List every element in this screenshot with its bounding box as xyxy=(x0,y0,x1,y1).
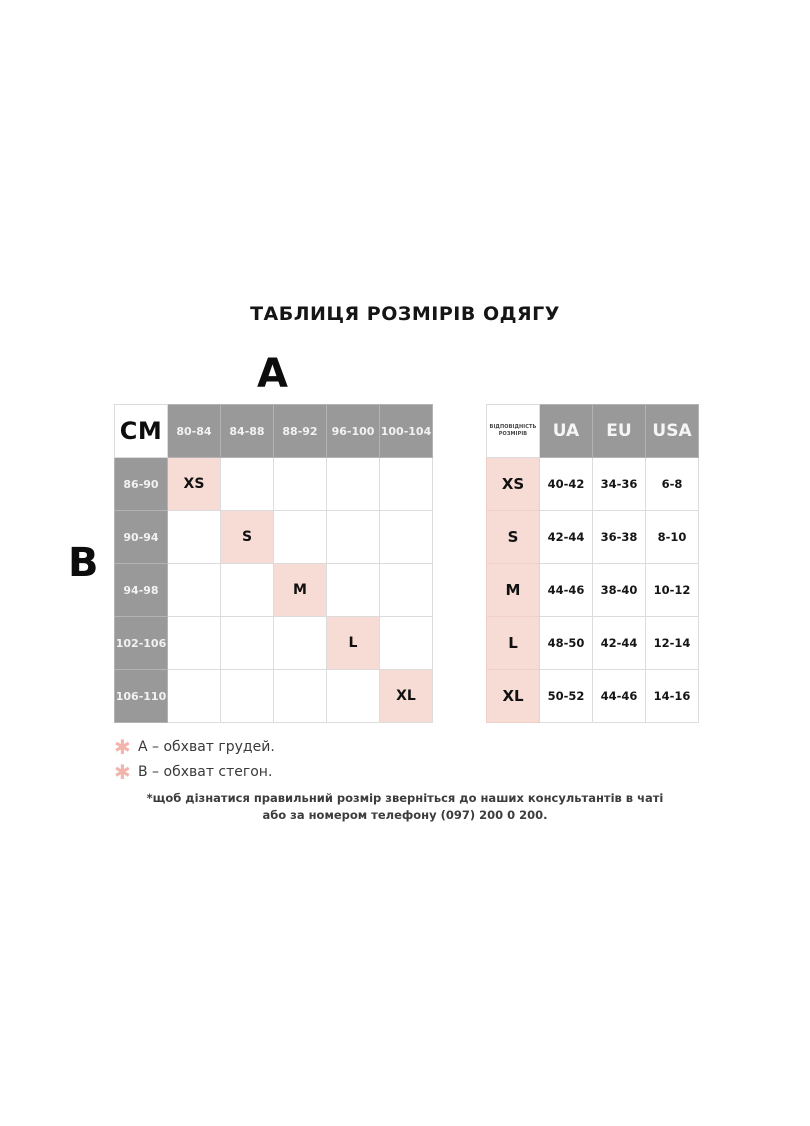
ua-value: 40-42 xyxy=(540,458,593,511)
eu-value: 44-46 xyxy=(593,670,646,723)
table-row xyxy=(115,670,433,723)
size-label: L xyxy=(487,617,540,670)
column-header: 96-100 xyxy=(327,405,380,458)
row-header: 86-90 xyxy=(115,458,168,511)
usa-value: 14-16 xyxy=(646,670,699,723)
legend-item-b xyxy=(114,759,275,784)
empty-cell xyxy=(168,511,221,564)
column-header-usa: USA xyxy=(646,405,699,458)
size-grid-header-row xyxy=(115,405,433,458)
table-row xyxy=(115,564,433,617)
empty-cell xyxy=(274,458,327,511)
column-header: 84-88 xyxy=(221,405,274,458)
empty-cell xyxy=(380,458,433,511)
legend-item-a xyxy=(114,734,275,759)
usa-value: 10-12 xyxy=(646,564,699,617)
table-row xyxy=(115,617,433,670)
unit-label: CM xyxy=(115,405,168,458)
eu-value: 34-36 xyxy=(593,458,646,511)
size-label: S xyxy=(487,511,540,564)
correspondence-label-line2: РОЗМІРІВ xyxy=(498,431,528,437)
empty-cell xyxy=(168,670,221,723)
ua-value: 48-50 xyxy=(540,617,593,670)
empty-cell xyxy=(327,670,380,723)
table-row xyxy=(115,458,433,511)
empty-cell xyxy=(168,617,221,670)
empty-cell xyxy=(274,617,327,670)
column-header-ua: UA xyxy=(540,405,593,458)
empty-cell xyxy=(380,617,433,670)
size-cell: L xyxy=(327,617,380,670)
empty-cell xyxy=(274,511,327,564)
footnote xyxy=(0,790,810,824)
empty-cell xyxy=(327,511,380,564)
column-header: 88-92 xyxy=(274,405,327,458)
empty-cell xyxy=(380,564,433,617)
usa-value: 8-10 xyxy=(646,511,699,564)
usa-value: 6-8 xyxy=(646,458,699,511)
table-row xyxy=(487,458,699,511)
legend-text: A – обхват грудей. xyxy=(138,738,275,755)
size-label: XL xyxy=(487,670,540,723)
size-cell: XS xyxy=(168,458,221,511)
usa-value: 12-14 xyxy=(646,617,699,670)
row-header: 102-106 xyxy=(115,617,168,670)
table-row xyxy=(487,511,699,564)
ua-value: 42-44 xyxy=(540,511,593,564)
correspondence-label xyxy=(487,405,540,458)
correspondence-label-line1: ВІДПОВІДНІСТЬ xyxy=(489,423,537,430)
empty-cell xyxy=(221,458,274,511)
eu-value: 42-44 xyxy=(593,617,646,670)
empty-cell xyxy=(221,617,274,670)
column-header: 100-104 xyxy=(380,405,433,458)
empty-cell xyxy=(380,511,433,564)
footnote-line2: або за номером телефону (097) 200 0 200. xyxy=(262,808,548,822)
ua-value: 50-52 xyxy=(540,670,593,723)
empty-cell xyxy=(168,564,221,617)
table-row xyxy=(115,511,433,564)
table-row xyxy=(487,617,699,670)
empty-cell xyxy=(221,670,274,723)
eu-value: 38-40 xyxy=(593,564,646,617)
column-header-eu: EU xyxy=(593,405,646,458)
size-cell: M xyxy=(274,564,327,617)
table-row xyxy=(487,670,699,723)
ua-value: 44-46 xyxy=(540,564,593,617)
legend xyxy=(114,734,275,784)
eu-value: 36-38 xyxy=(593,511,646,564)
empty-cell xyxy=(327,564,380,617)
asterisk-icon: ✱ xyxy=(114,734,131,759)
column-header: 80-84 xyxy=(168,405,221,458)
row-header: 94-98 xyxy=(115,564,168,617)
size-correspondence-table xyxy=(486,404,699,723)
size-grid-table xyxy=(114,404,433,723)
size-label: XS xyxy=(487,458,540,511)
correspondence-header-row xyxy=(487,405,699,458)
table-row xyxy=(487,564,699,617)
footnote-line1: *щоб дізнатися правильний розмір зверніться до наших консультантів в чаті xyxy=(146,791,664,805)
empty-cell xyxy=(221,564,274,617)
size-cell: S xyxy=(221,511,274,564)
size-cell: XL xyxy=(380,670,433,723)
row-header: 90-94 xyxy=(115,511,168,564)
size-label: M xyxy=(487,564,540,617)
row-header: 106-110 xyxy=(115,670,168,723)
page-title: ТАБЛИЦЯ РОЗМІРІВ ОДЯГУ xyxy=(250,303,560,325)
axis-label-b: B xyxy=(68,540,99,586)
empty-cell xyxy=(327,458,380,511)
legend-text: B – обхват стегон. xyxy=(138,763,273,780)
empty-cell xyxy=(274,670,327,723)
axis-label-a: A xyxy=(257,351,288,397)
asterisk-icon: ✱ xyxy=(114,759,131,784)
